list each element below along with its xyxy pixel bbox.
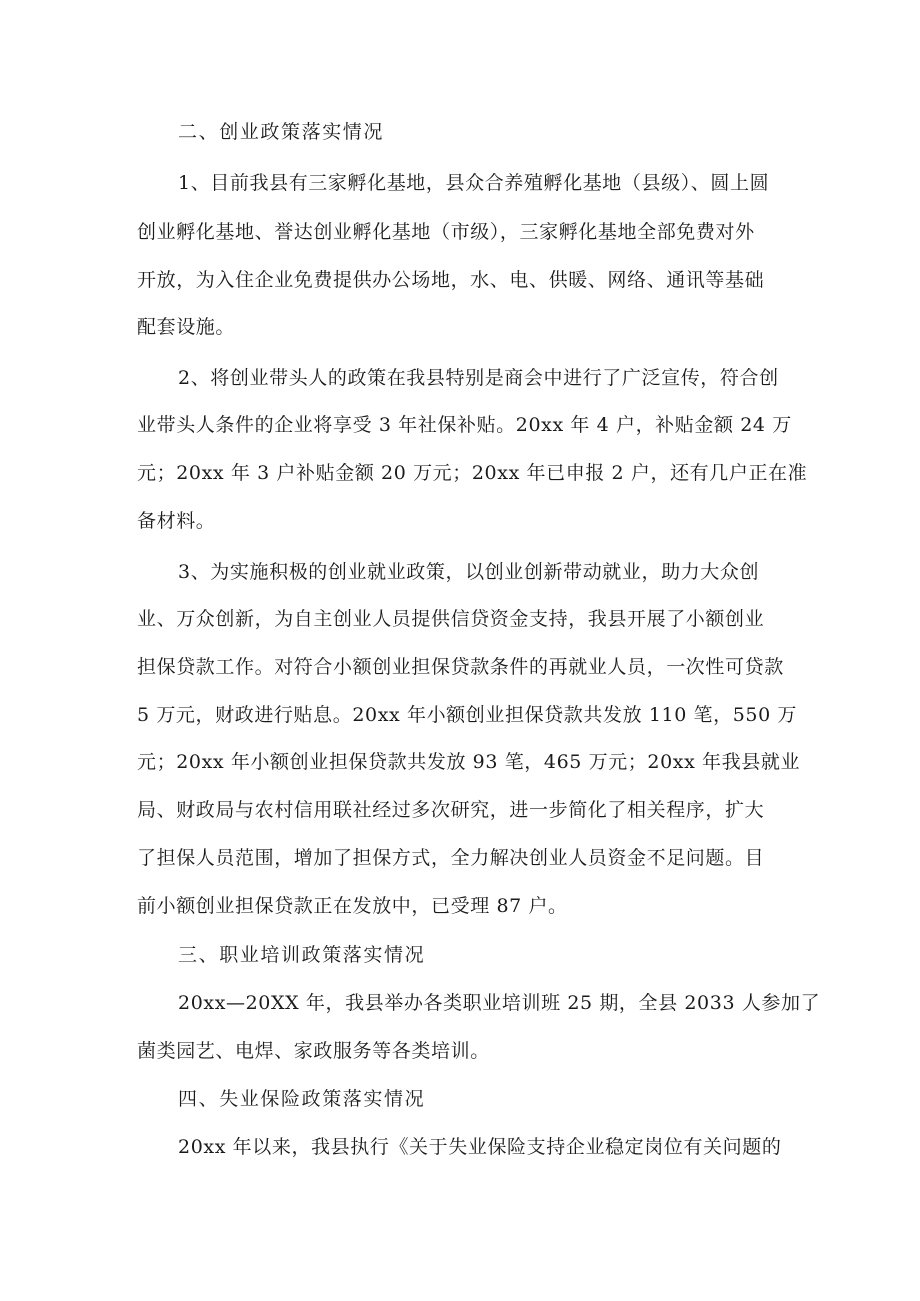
- paragraph-1-line-2: 创业孵化基地、誉达创业孵化基地（市级），三家孵化基地全部免费对外: [137, 221, 755, 243]
- paragraph-2-line-3: 元；20xx 年 3 户补贴金额 20 万元；20xx 年已申报 2 户，还有几户正在准: [137, 462, 808, 484]
- paragraph-3-line-6: 局、财政局与农村信用联社经过多次研究，进一步简化了相关程序，扩大: [137, 799, 765, 821]
- paragraph-2-line-2: 业带头人条件的企业将享受 3 年社保补贴。20xx 年 4 户，补贴金额 24 万: [137, 414, 792, 436]
- paragraph-3-line-7: 了担保人员范围，增加了担保方式，全力解决创业人员资金不足问题。目: [137, 847, 765, 869]
- section-heading-4: 四、失业保险政策落实情况: [178, 1088, 426, 1110]
- paragraph-3-line-5: 元；20xx 年小额创业担保贷款共发放 93 笔，465 万元；20xx 年我县就业: [137, 751, 801, 773]
- paragraph-1-line-3: 开放，为入住企业免费提供办公场地，水、电、供暖、网络、通讯等基础: [137, 269, 765, 291]
- paragraph-3-line-3: 担保贷款工作。对符合小额创业担保贷款条件的再就业人员，一次性可贷款: [137, 656, 784, 678]
- section-heading-2: 二、创业政策落实情况: [178, 121, 385, 143]
- paragraph-1-line-4: 配套设施。: [137, 316, 236, 338]
- paragraph-5-line-1: 20xx 年以来，我县执行《关于失业保险支持企业稳定岗位有关问题的: [178, 1136, 782, 1158]
- paragraph-2-line-1: 2、将创业带头人的政策在我县特别是商会中进行了广泛宣传，符合创: [178, 367, 779, 389]
- paragraph-2-line-4: 备材料。: [137, 510, 216, 532]
- paragraph-4-line-1: 20xx—20XX 年，我县举办各类职业培训班 25 期，全县 2033 人参加了: [178, 992, 821, 1014]
- paragraph-3-line-4: 5 万元，财政进行贴息。20xx 年小额创业担保贷款共发放 110 笔，550 万: [137, 704, 798, 726]
- paragraph-3-line-1: 3、为实施积极的创业就业政策，以创业创新带动就业，助力大众创: [178, 561, 760, 583]
- section-heading-3: 三、职业培训政策落实情况: [178, 944, 426, 966]
- paragraph-3-line-2: 业、万众创新，为自主创业人员提供信贷资金支持，我县开展了小额创业: [137, 608, 765, 630]
- paragraph-1-line-1: 1、目前我县有三家孵化基地，县众合养殖孵化基地（县级）、圆上圆: [178, 172, 770, 194]
- paragraph-4-line-2: 菌类园艺、电焊、家政服务等各类培训。: [137, 1040, 490, 1062]
- paragraph-3-line-8: 前小额创业担保贷款正在发放中，已受理 87 户。: [137, 895, 568, 917]
